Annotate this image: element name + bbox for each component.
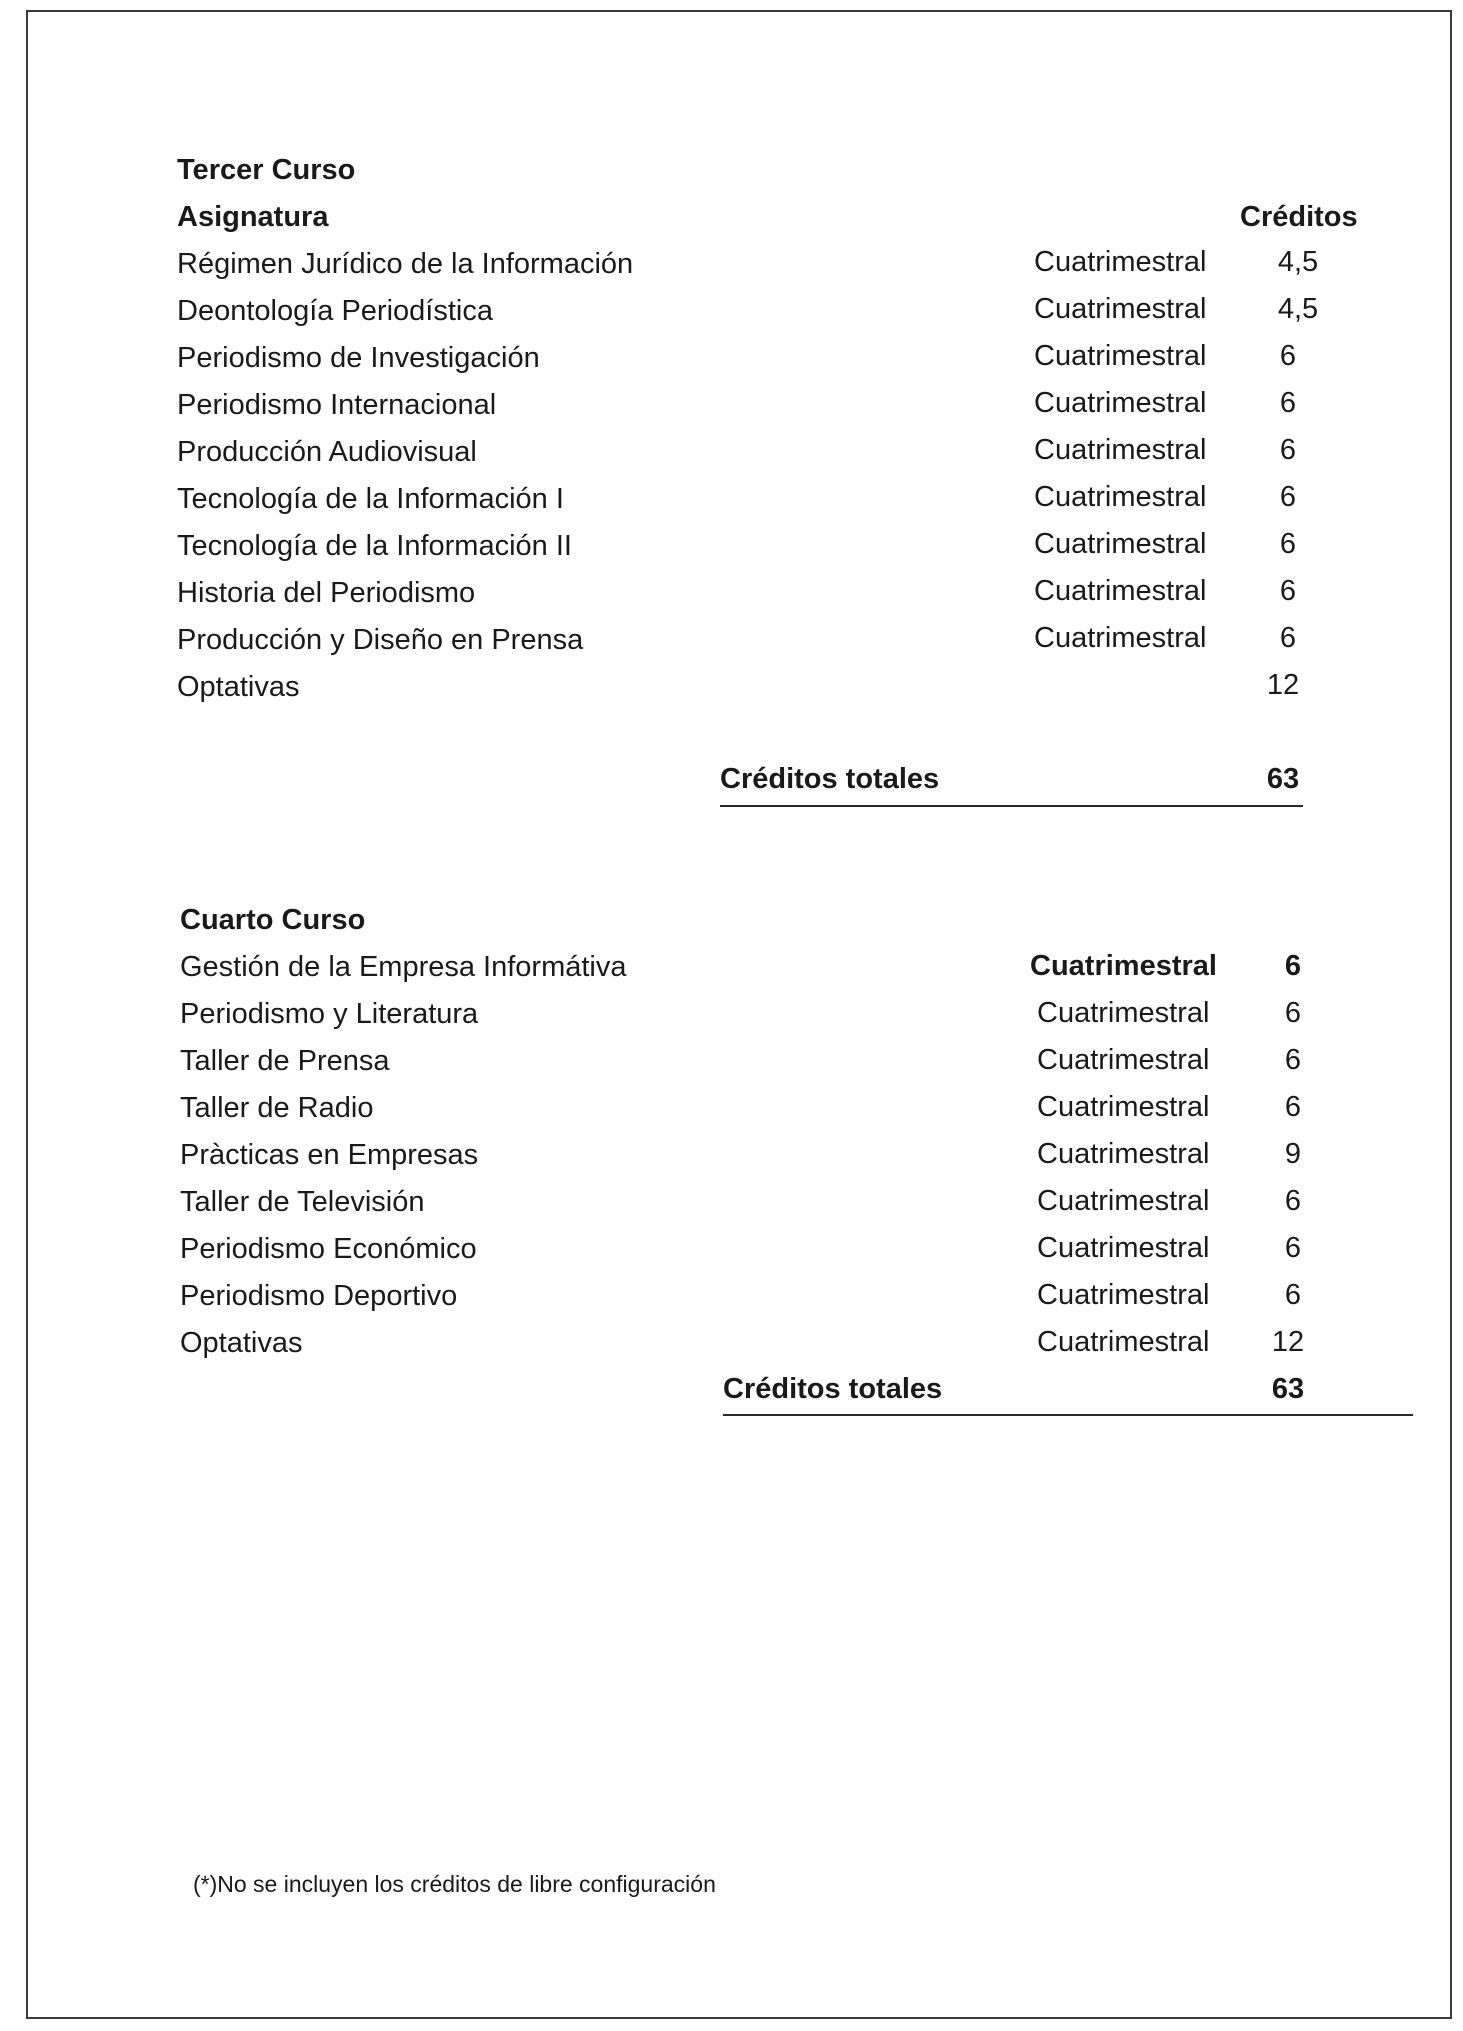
subject-cell: Gestión de la Empresa Informátiva [180,951,627,983]
credits-cell: 6 [1279,622,1297,654]
period-cell: Cuatrimestral [1037,1326,1210,1358]
subject-cell: Régimen Jurídico de la Información [177,248,634,280]
period-cell: Cuatrimestral [1037,1232,1210,1264]
credits-cell: 12 [1271,1326,1305,1358]
credits-cell: 4,5 [1277,293,1319,325]
subject-cell: Tecnología de la Información I [177,483,564,515]
credits-cell: 6 [1284,1185,1302,1217]
subject-cell: Periodismo Económico [180,1233,477,1265]
subject-cell: Deontología Periodística [177,295,493,327]
fourth-year-total-rule [723,1414,1413,1416]
period-cell: Cuatrimestral [1030,950,1217,982]
credits-column-header: Créditos [1240,201,1358,233]
credits-cell: 12 [1266,669,1300,701]
period-cell: Cuatrimestral [1037,997,1210,1029]
credits-cell: 6 [1279,575,1297,607]
period-cell: Cuatrimestral [1037,1279,1210,1311]
subject-cell: Pràcticas en Empresas [180,1139,479,1171]
period-cell: Cuatrimestral [1034,293,1207,325]
period-cell: Cuatrimestral [1034,622,1207,654]
credits-cell: 6 [1284,1232,1302,1264]
period-cell: Cuatrimestral [1037,1138,1210,1170]
period-cell: Cuatrimestral [1034,434,1207,466]
subject-cell: Tecnología de la Información II [177,530,572,562]
period-cell: Cuatrimestral [1034,340,1207,372]
credits-cell: 6 [1284,950,1302,982]
footnote: (*)No se incluyen los créditos de libre configuración [193,1871,716,1897]
fourth-year-title: Cuarto Curso [180,904,366,936]
subject-cell: Producción y Diseño en Prensa [177,624,584,656]
third-year-total-label: Créditos totales [720,763,940,795]
credits-cell: 6 [1284,1279,1302,1311]
period-cell: Cuatrimestral [1034,387,1207,419]
subject-cell: Producción Audiovisual [177,436,477,468]
subject-cell: Taller de Radio [180,1092,374,1124]
subject-cell: Taller de Prensa [180,1045,390,1077]
subject-cell: Periodismo Internacional [177,389,497,421]
subject-cell: Periodismo Deportivo [180,1280,458,1312]
credits-cell: 6 [1284,1044,1302,1076]
credits-cell: 6 [1284,1091,1302,1123]
credits-cell: 9 [1284,1138,1302,1170]
third-year-title: Tercer Curso [177,154,356,186]
subject-column-header: Asignatura [177,201,329,233]
subject-cell: Periodismo y Literatura [180,998,479,1030]
period-cell: Cuatrimestral [1034,481,1207,513]
credits-cell: 4,5 [1277,246,1319,278]
subject-cell: Optativas [180,1327,303,1359]
credits-cell: 6 [1279,528,1297,560]
period-cell: Cuatrimestral [1037,1044,1210,1076]
credits-cell: 6 [1284,997,1302,1029]
subject-cell: Taller de Televisión [180,1186,425,1218]
period-cell: Cuatrimestral [1034,575,1207,607]
period-cell: Cuatrimestral [1037,1091,1210,1123]
period-cell: Cuatrimestral [1037,1185,1210,1217]
third-year-total-rule [720,805,1303,807]
third-year-total-value: 63 [1266,763,1300,795]
period-cell: Cuatrimestral [1034,246,1207,278]
credits-cell: 6 [1279,340,1297,372]
fourth-year-total-value: 63 [1271,1373,1305,1405]
subject-cell: Periodismo de Investigación [177,342,540,374]
credits-cell: 6 [1279,434,1297,466]
subject-cell: Historia del Periodismo [177,577,476,609]
period-cell: Cuatrimestral [1034,528,1207,560]
fourth-year-total-label: Créditos totales [723,1373,943,1405]
credits-cell: 6 [1279,481,1297,513]
credits-cell: 6 [1279,387,1297,419]
subject-cell: Optativas [177,671,300,703]
